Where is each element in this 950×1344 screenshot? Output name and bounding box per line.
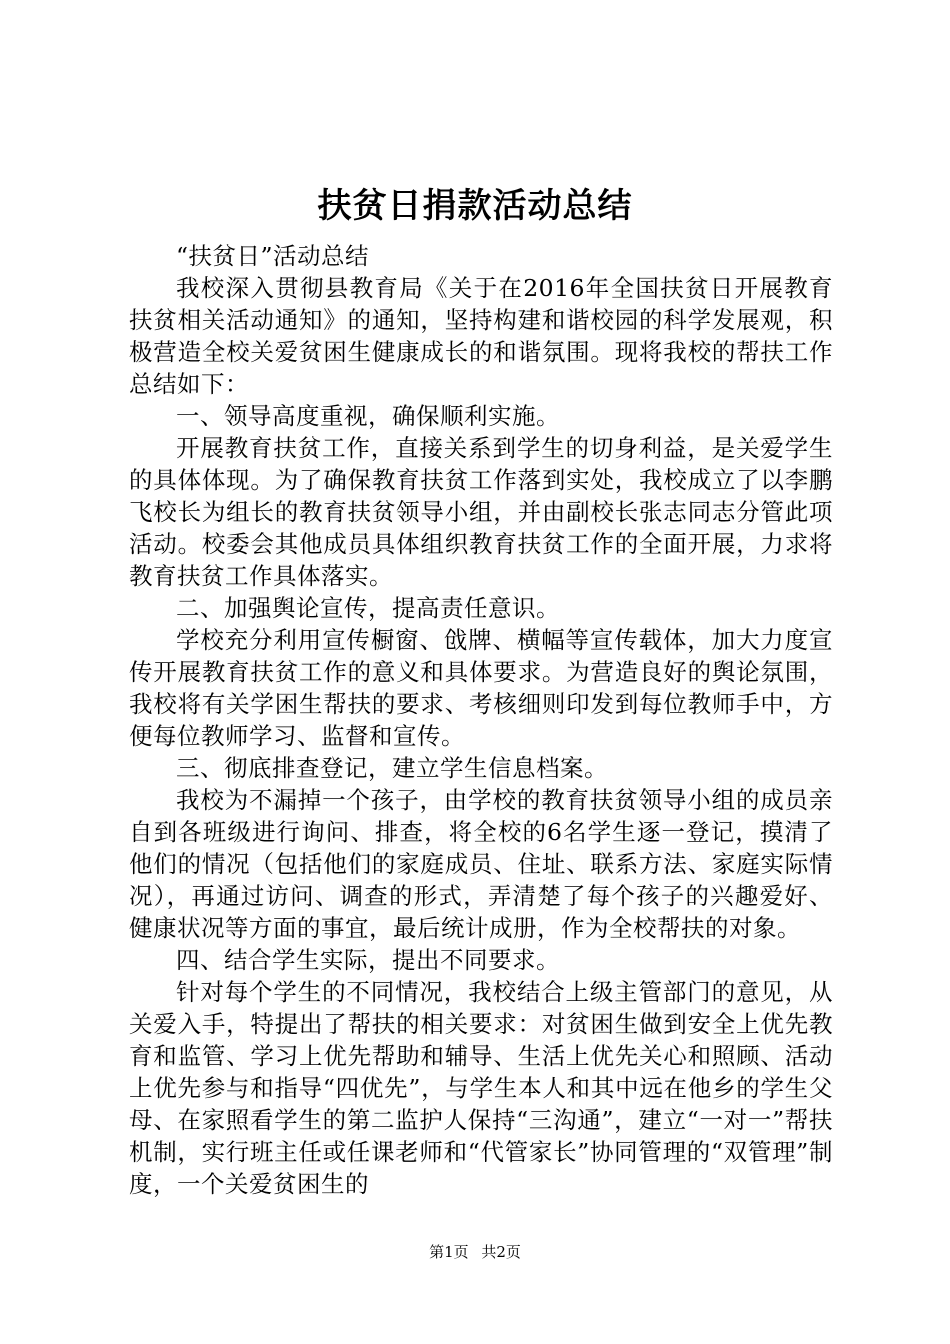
page-number: 第1页 [429, 1243, 469, 1261]
section-paragraph-3: 我校为不漏掉一个孩子，由学校的教育扶贫领导小组的成员亲自到各班级进行询问、排查，将全校的6名学生逐一登记，摸清了他们的情况（包括他们的家庭成员、住址、联系方法、家庭实际情况），再通过访问、调查的形式，弄清楚了每个孩子的兴趣爱好、健康状况等方面的事宜，最后统计成册，作为全校帮扶的对象。 [129, 786, 833, 942]
intro-paragraph: 我校深入贯彻县教育局《关于在2016年全国扶贫日开展教育扶贫相关活动通知》的通知，坚持构建和谐校园的科学发展观，积极营造全校关爱贫困生健康成长的和谐氛围。现将我校的帮扶工作总结如下： [129, 274, 833, 398]
section-paragraph-4: 针对每个学生的不同情况，我校结合上级主管部门的意见，从关爱入手，特提出了帮扶的相关要求：对贫困生做到安全上优先教育和监管、学习上优先帮助和辅导、生活上优先关心和照顾、活动上优先参与和指导“四优先”，与学生本人和其中远在他乡的学生父母、在家照看学生的第二监护人保持“三沟通”，建立“一对一”帮扶机制，实行班主任或任课老师和“代管家长”协同管理的“双管理”制度，一个关爱贫困生的 [129, 978, 833, 1198]
document-body [129, 240, 833, 1200]
document-title: 扶贫日捐款活动总结 [317, 186, 633, 226]
section-heading-2: 二、加强舆论宣传，提高责任意识。 [176, 594, 560, 622]
section-paragraph-1: 开展教育扶贫工作，直接关系到学生的切身利益，是关爱学生的具体体现。为了确保教育扶贫工作落到实处，我校成立了以李鹏飞校长为组长的教育扶贫领导小组，并由副校长张志同志分管此项活动。校委会其他成员具体组织教育扶贫工作的全面开展，力求将教育扶贫工作具体落实。 [129, 434, 833, 590]
section-paragraph-2: 学校充分利用宣传橱窗、戗牌、横幅等宣传载体，加大力度宣传开展教育扶贫工作的意义和具体要求。为营造良好的舆论氛围，我校将有关学困生帮扶的要求、考核细则印发到每位教师手中，方便每位教师学习、监督和宣传。 [129, 626, 833, 750]
section-heading-3: 三、彻底排查登记，建立学生信息档案。 [176, 754, 608, 782]
section-heading-4: 四、结合学生实际，提出不同要求。 [176, 946, 560, 974]
subtitle-paragraph: “扶贫日”活动总结 [176, 242, 370, 270]
section-heading-1: 一、领导高度重视，确保顺利实施。 [176, 402, 560, 430]
page-footer [0, 1242, 950, 1262]
page-total: 共2页 [481, 1243, 521, 1261]
